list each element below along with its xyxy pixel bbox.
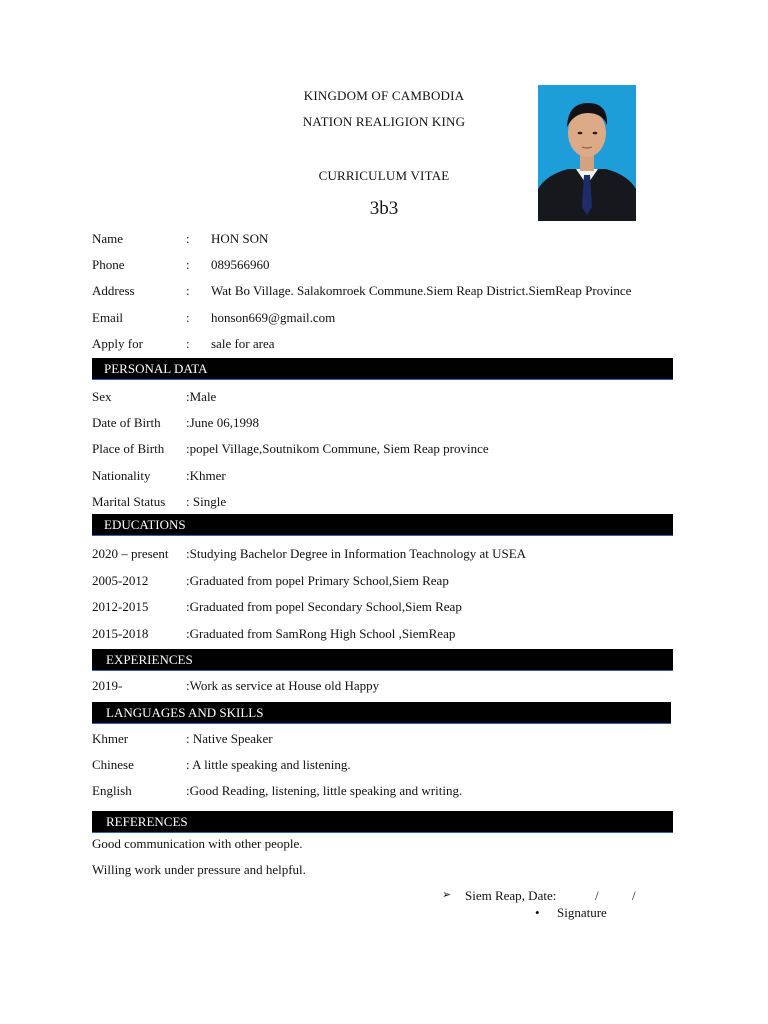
nationality-value: :Khmer <box>186 468 226 483</box>
name-label: Name <box>92 231 124 246</box>
date-separator: / <box>632 888 636 903</box>
experience-detail: :Work as service at House old Happy <box>186 678 380 693</box>
apply-for-colon: : <box>186 336 190 351</box>
education-period: 2015-2018 <box>92 626 149 641</box>
reference-line: Good communication with other people. <box>92 836 303 851</box>
arrow-bullet-icon: ➢ <box>442 888 452 901</box>
marital-status-value: : Single <box>186 494 227 509</box>
language-name: Chinese <box>92 757 134 772</box>
experience-period: 2019- <box>92 678 123 693</box>
phone-label: Phone <box>92 257 125 272</box>
language-name: Khmer <box>92 731 129 746</box>
personal-data-heading: PERSONAL DATA <box>92 358 673 380</box>
sex-label: Sex <box>92 389 112 404</box>
apply-for-label: Apply for <box>92 336 143 351</box>
education-period: 2020 – present <box>92 546 169 561</box>
language-level: :Good Reading, listening, little speaking and writing. <box>186 783 463 798</box>
education-detail: :Graduated from popel Primary School,Siem Reap <box>186 573 449 588</box>
phone-colon: : <box>186 257 190 272</box>
nationality-label: Nationality <box>92 468 151 483</box>
educations-heading: EDUCATIONS <box>92 514 673 536</box>
date-of-birth-value: :June 06,1998 <box>186 415 259 430</box>
place-of-birth-label: Place of Birth <box>92 441 165 456</box>
languages-skills-heading: LANGUAGES AND SKILLS <box>92 702 671 724</box>
place-date-label: Siem Reap, Date: <box>465 888 557 903</box>
email-value: honson669@gmail.com <box>211 310 336 325</box>
language-name: English <box>92 783 132 798</box>
signature-label: Signature <box>557 905 607 920</box>
education-detail: :Graduated from SamRong High School ,SiemReap <box>186 626 456 641</box>
language-level: : A little speaking and listening. <box>186 757 351 772</box>
place-of-birth-value: :popel Village,Soutnikom Commune, Siem Reap province <box>186 441 489 456</box>
name-value: HON SON <box>211 231 269 246</box>
kingdom-title: KINGDOM OF CAMBODIA <box>303 88 465 103</box>
email-label: Email <box>92 310 124 325</box>
experiences-heading: EXPERIENCES <box>92 649 673 671</box>
reference-line: Willing work under pressure and helpful. <box>92 862 306 877</box>
date-of-birth-label: Date of Birth <box>92 415 161 430</box>
profile-photo <box>538 85 636 221</box>
sex-value: :Male <box>186 389 217 404</box>
address-label: Address <box>92 283 135 298</box>
date-separator: / <box>595 888 599 903</box>
references-heading: REFERENCES <box>92 811 673 833</box>
email-colon: : <box>186 310 190 325</box>
address-value: Wat Bo Village. Salakomroek Commune.Siem Reap District.SiemReap Province <box>211 283 632 298</box>
marital-status-label: Marital Status <box>92 494 166 509</box>
apply-for-value: sale for area <box>211 336 275 351</box>
education-detail: :Graduated from popel Secondary School,Siem Reap <box>186 599 462 614</box>
education-period: 2012-2015 <box>92 599 149 614</box>
document-code: 3b3 <box>369 198 399 219</box>
national-motto: NATION REALIGION KING <box>302 114 466 129</box>
language-level: : Native Speaker <box>186 731 273 746</box>
address-colon: : <box>186 283 190 298</box>
phone-value: 089566960 <box>211 257 270 272</box>
education-period: 2005-2012 <box>92 573 149 588</box>
education-detail: :Studying Bachelor Degree in Information Teachnology at USEA <box>186 546 527 561</box>
bullet-icon: • <box>535 905 540 920</box>
name-colon: : <box>186 231 190 246</box>
document-title: CURRICULUM VITAE <box>318 168 450 183</box>
